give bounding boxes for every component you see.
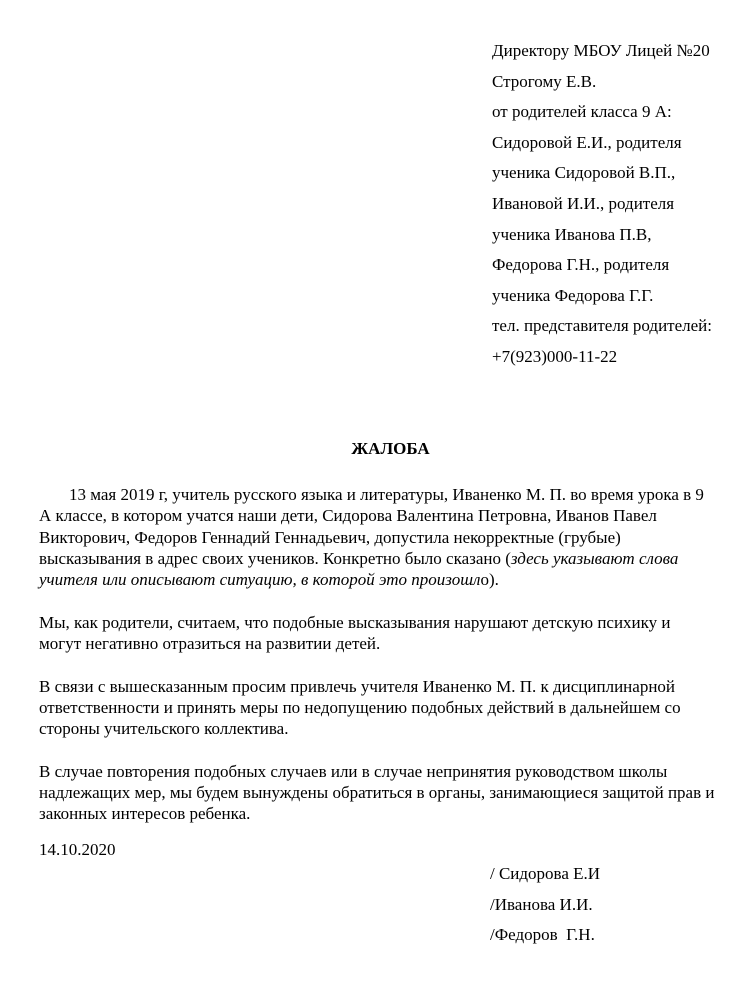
addressee-line: ученика Федорова Г.Г.	[492, 285, 654, 305]
signature-line: /Иванова И.И.	[490, 894, 593, 914]
paragraph-opinion: Мы, как родители, считаем, что подобные высказывания нарушают детскую психику и могут негативно отразиться на развитии детей.	[39, 612, 671, 654]
addressee-block	[492, 36, 742, 373]
document-date: 14.10.2020	[39, 840, 116, 859]
addressee-line: Строгому Е.В.	[492, 71, 597, 91]
addressee-line: от родителей класса 9 А:	[492, 102, 672, 122]
incident-text: 13 мая 2019 г, учитель русского языка и литературы, Иваненко М. П. во время урока в 9 А классе, в котором учатся наши дети, Сидорова Валентина Петровна, Иванов Павел Викторович, Федоров Геннадий Геннадьевич, допустила некорректные (грубые) высказывания в адрес своих учеников. Конкретно было сказано (	[39, 485, 704, 568]
complaint-body	[39, 484, 715, 846]
paragraph-incident	[39, 484, 715, 590]
paragraph-request: В связи с вышесказанным просим привлечь учителя Иваненко М. П. к дисциплинарной ответственности и принять меры по недопущению подобных действий в дальнейшем со стороны учительского коллектива.	[39, 676, 681, 739]
paragraph-warning: В случае повторения подобных случаев или в случае непринятия руководством школы надлежащих мер, мы будем вынуждены обратиться в органы, занимающиеся защитой прав и законных интересов ребенка.	[39, 761, 715, 824]
incident-text-end: о).	[480, 570, 499, 590]
addressee-line: Федорова Г.Н., родителя	[492, 255, 670, 275]
addressee-line: ученика Иванова П.В,	[492, 224, 652, 244]
signature-line: /Федоров Г.Н.	[490, 925, 595, 944]
addressee-line: Ивановой И.И., родителя	[492, 193, 675, 213]
addressee-line: Сидоровой Е.И., родителя	[492, 132, 682, 152]
incident-placeholder-italic: здесь указывают слова учителя или описывают ситуацию, в которой это произошл	[39, 548, 679, 590]
addressee-line: тел. представителя родителей:	[492, 316, 712, 336]
document-title: ЖАЛОБА	[351, 439, 430, 458]
addressee-line: Директору МБОУ Лицей №20	[492, 41, 710, 60]
addressee-line: ученика Сидоровой В.П.,	[492, 163, 676, 183]
phone-number: +7(923)000-11-22	[492, 346, 618, 366]
signature-block	[490, 859, 740, 951]
signature-line: / Сидорова Е.И	[490, 864, 601, 883]
